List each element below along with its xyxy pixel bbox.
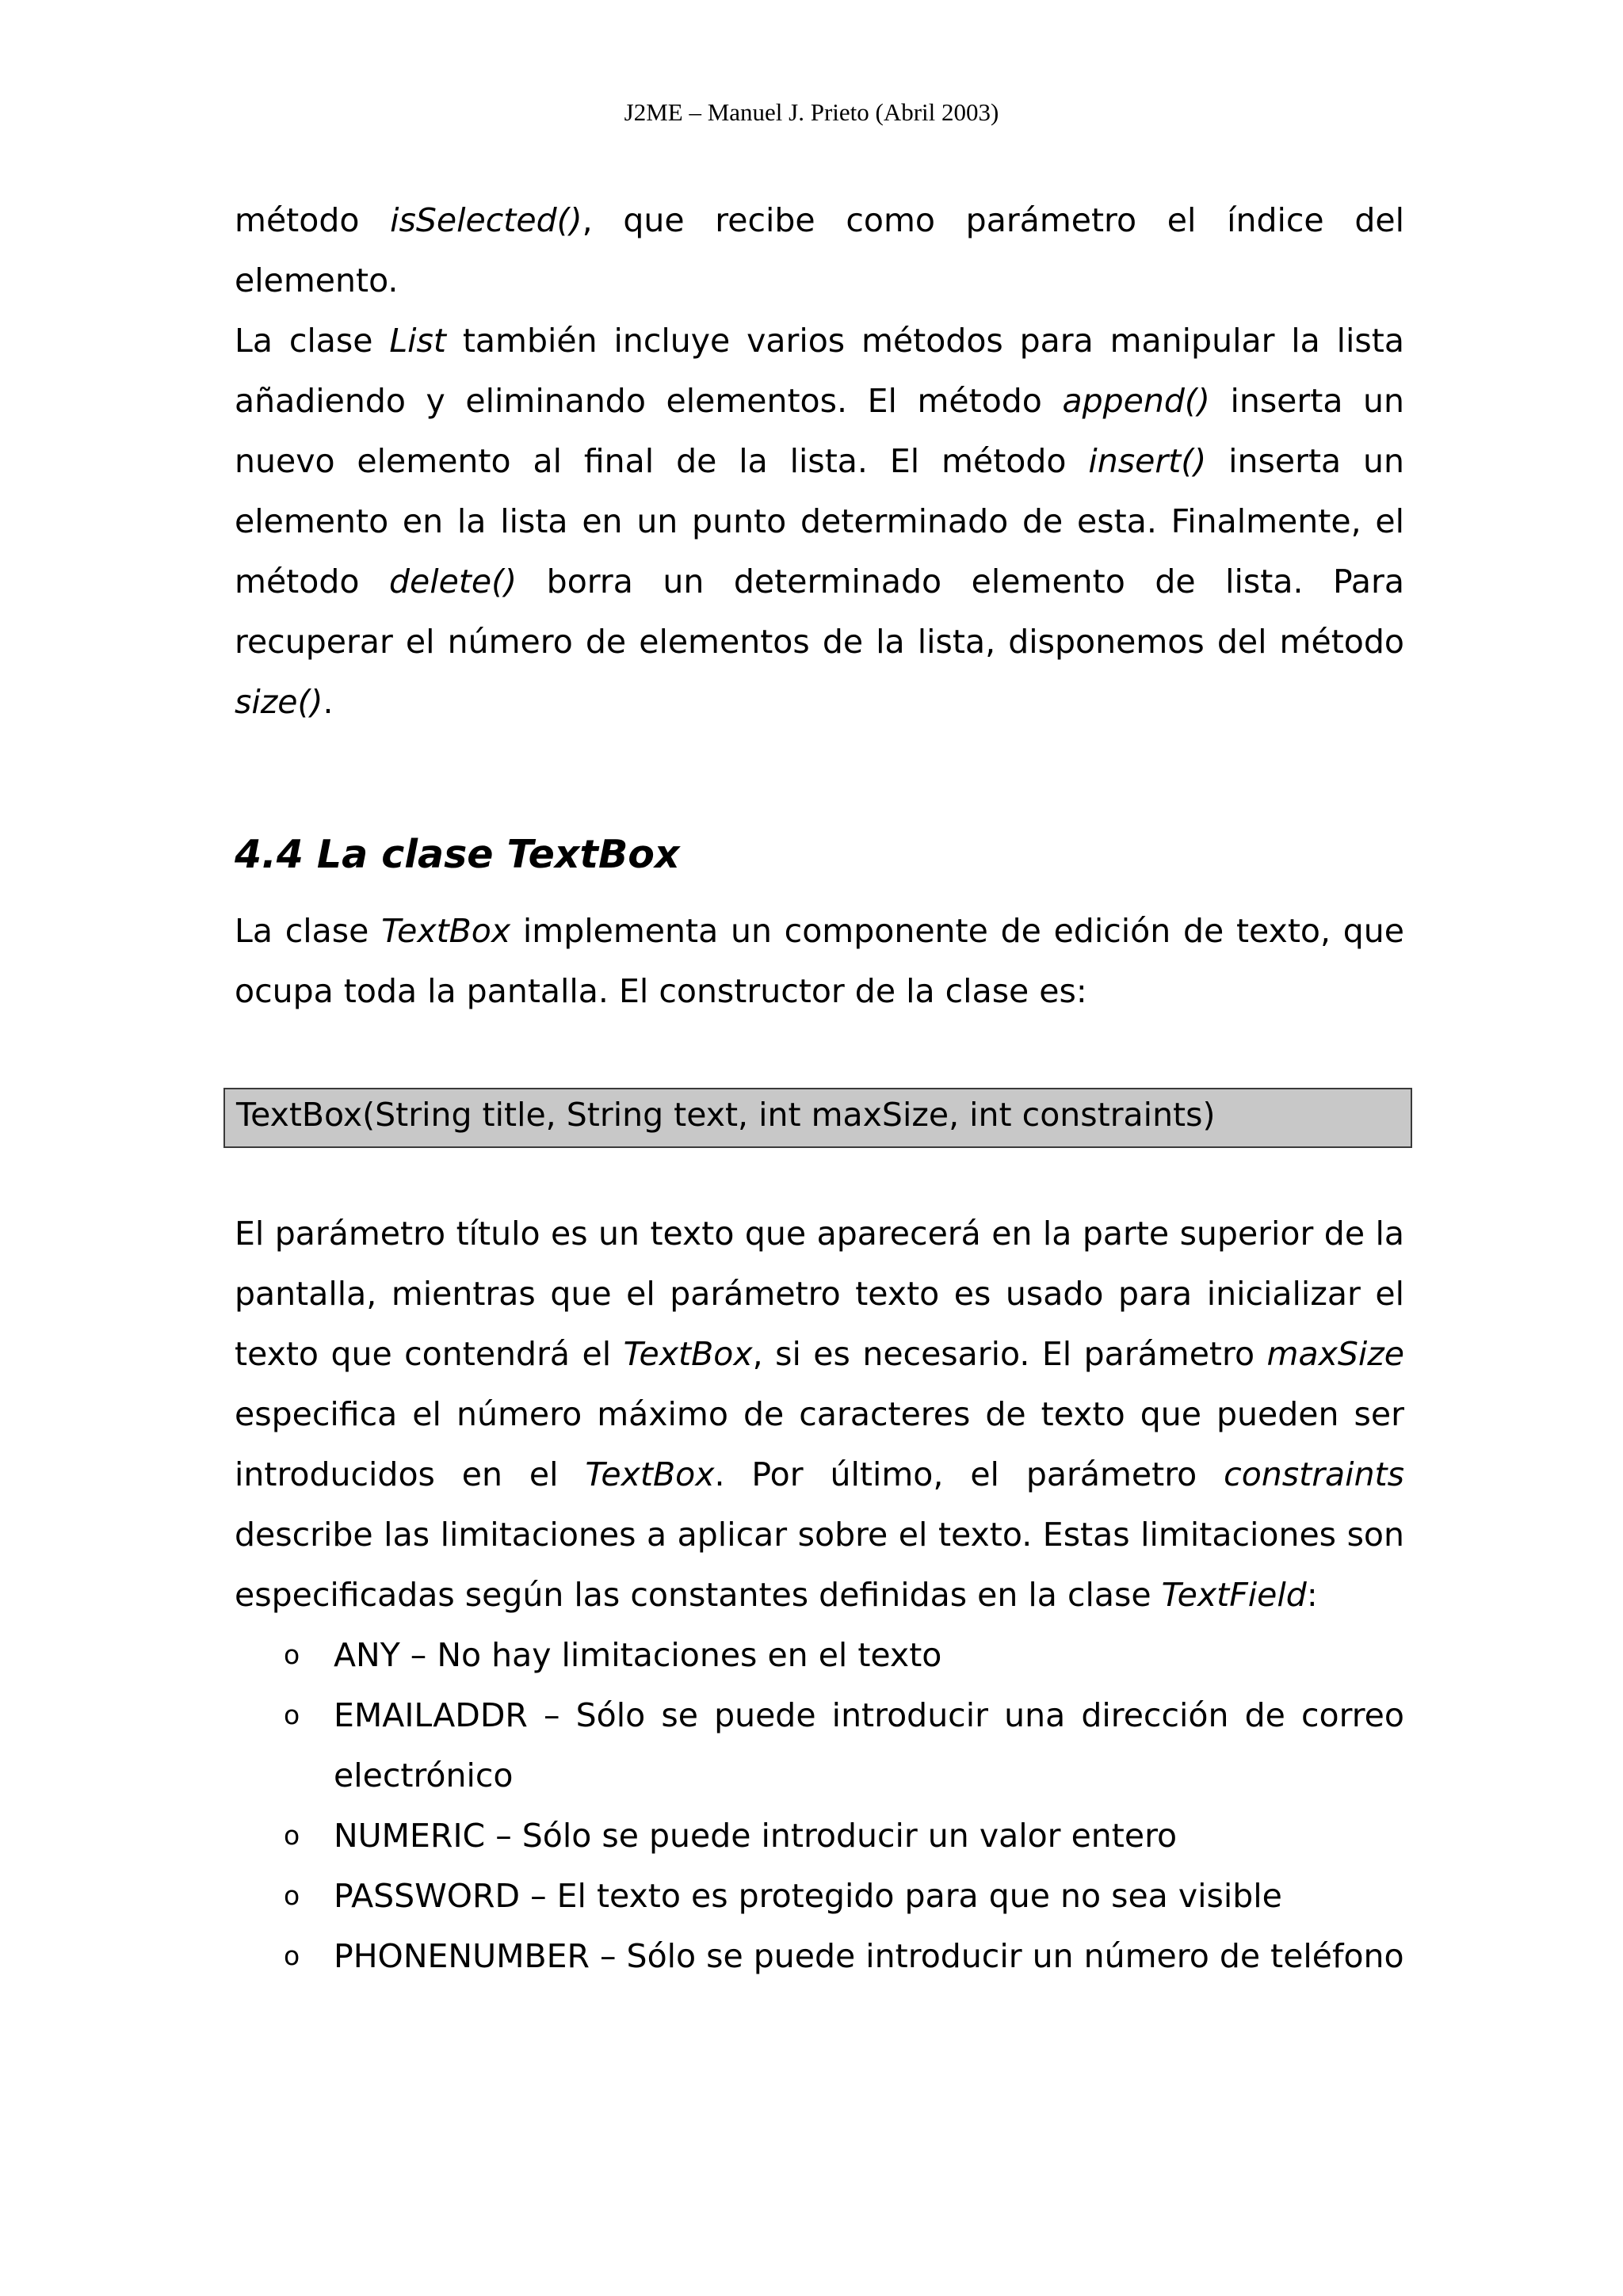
bullet-icon: o [284, 1940, 300, 1971]
section-heading: 4.4 La clase TextBox [235, 832, 680, 877]
list-item-text: EMAILADDR – Sólo se puede introducir una dirección de correo electrónico [334, 1696, 1404, 1794]
class-name: List [389, 322, 446, 360]
text-run: . [323, 683, 334, 721]
text-run: método [235, 201, 391, 239]
class-name: TextBox [585, 1455, 715, 1493]
method-name: insert() [1088, 442, 1207, 480]
text-run: describe las limitaciones a aplicar sobre el texto. Estas limitaciones son especificadas según las constantes definidas en la clase [235, 1516, 1404, 1614]
text-run: La clase [235, 322, 390, 360]
list-item-text: PASSWORD – El texto es protegido para que no sea visible [334, 1877, 1282, 1915]
text-run: El parámetro título es un texto que aparecerá en la parte superior de la pantalla, mientras que el parámetro texto es usado para inicializar el texto que contendrá el [235, 1215, 1404, 1373]
running-header: J2ME – Manuel J. Prieto (Abril 2003) [624, 98, 999, 126]
text-run: . Por último, el parámetro [714, 1455, 1224, 1493]
text-run: , si es necesario. El parámetro [752, 1335, 1267, 1373]
text-run: inserta un elemento en la lista en un punto determinado de esta. Finalmente, el método [235, 442, 1405, 601]
list-item [235, 1625, 1404, 1685]
bullet-icon: o [284, 1820, 300, 1851]
list-item-text: ANY – No hay limitaciones en el texto [334, 1636, 942, 1674]
bullet-icon: o [284, 1639, 300, 1670]
text-run: también incluye varios métodos para manipular la lista añadiendo y eliminando elementos. El método [235, 322, 1404, 420]
list-item [235, 1806, 1404, 1866]
parameter-name: constraints [1224, 1455, 1404, 1493]
text-run: La clase [235, 912, 382, 950]
method-name: size() [235, 683, 323, 721]
constructor-signature-box [223, 1088, 1412, 1148]
textbox-params-section [235, 1203, 1404, 1986]
text-run: borra un determinado elemento de lista. Para recuperar el número de elementos de la lista, disponemos del método [235, 563, 1404, 661]
method-name: isSelected() [390, 201, 582, 239]
list-item-text: NUMERIC – Sólo se puede introducir un valor entero [334, 1817, 1178, 1855]
method-name: delete() [388, 563, 517, 601]
textbox-intro [235, 901, 1404, 1021]
text-run: : [1306, 1576, 1318, 1614]
paragraph-parameters [235, 1203, 1404, 1625]
paragraph-textbox-intro [235, 901, 1404, 1021]
paragraph-isselected [235, 190, 1404, 311]
text-run: especifica el número máximo de caracteres de texto que pueden ser introducidos en el [235, 1395, 1404, 1493]
list-item [235, 1685, 1404, 1806]
text-run: implementa un componente de edición de texto, que ocupa toda la pantalla. El constructor de la clase es: [235, 912, 1404, 1010]
constraints-list [235, 1625, 1404, 1986]
method-name: append() [1062, 382, 1210, 420]
class-name: TextBox [381, 912, 511, 950]
bullet-icon: o [284, 1699, 300, 1730]
list-item [235, 1926, 1404, 1986]
list-methods-section [235, 190, 1404, 732]
bullet-icon: o [284, 1880, 300, 1911]
text-run: , que recibe como parámetro el índice del elemento. [235, 201, 1404, 299]
class-name: TextField [1161, 1576, 1307, 1614]
class-name: TextBox [623, 1335, 753, 1373]
constructor-signature: TextBox(String title, String text, int maxSize, int constraints) [236, 1096, 1216, 1134]
list-item [235, 1866, 1404, 1926]
list-item-text: PHONENUMBER – Sólo se puede introducir un número de teléfono [334, 1937, 1404, 1975]
paragraph-list-methods [235, 311, 1404, 732]
text-run: inserta un nuevo elemento al final de la lista. El método [235, 382, 1404, 480]
parameter-name: maxSize [1266, 1335, 1405, 1373]
